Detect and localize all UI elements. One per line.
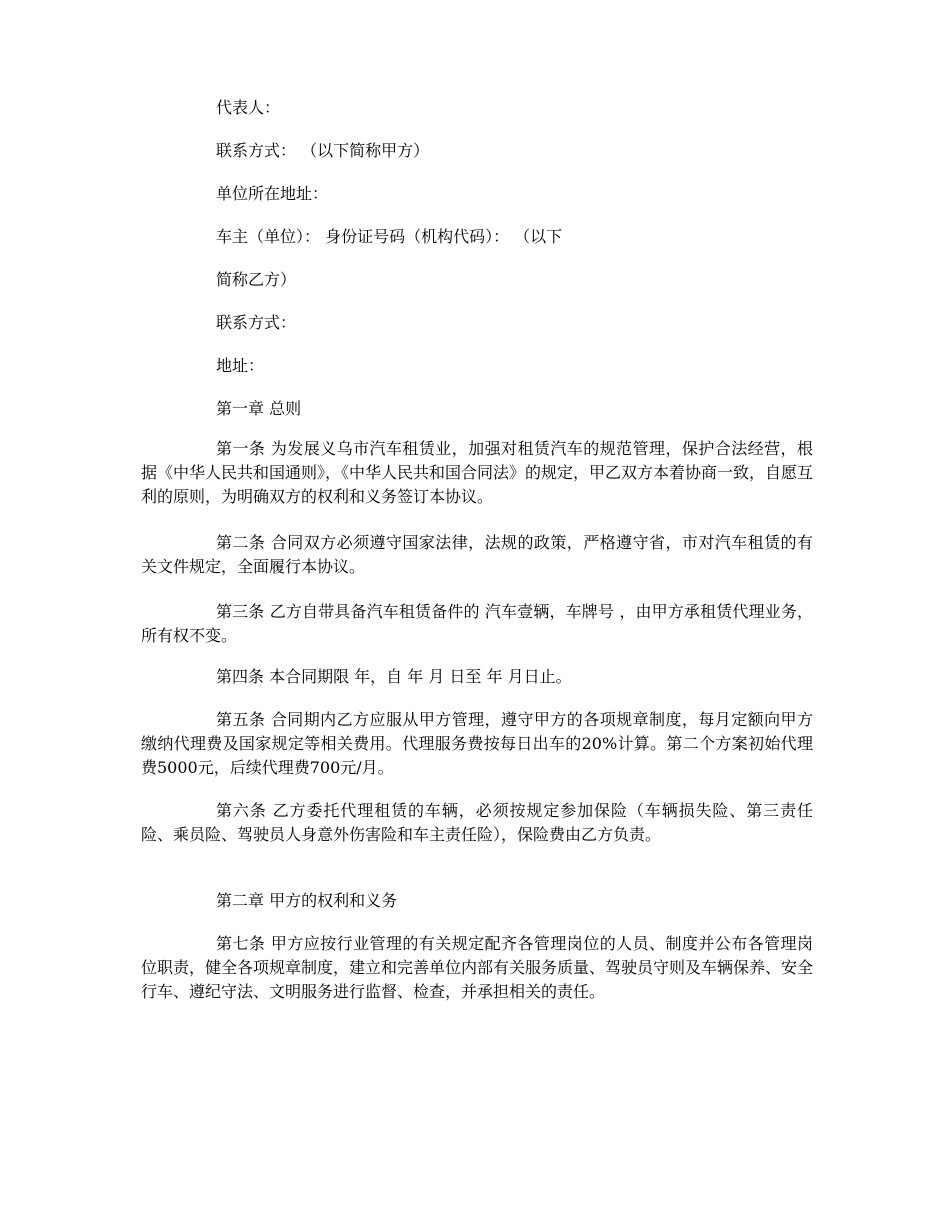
address-line-party-b: 地址：	[216, 356, 265, 375]
party-b-abbrev-line: 简称乙方）	[216, 270, 297, 289]
contact-line-party-b: 联系方式：	[216, 313, 297, 332]
article-6: 第六条 乙方委托代理租赁的车辆，必须按规定参加保险（车辆损失险、第三责任险、乘员险、驾驶员人身意外伤害险和车主责任险），保险费由乙方负责。	[141, 801, 813, 844]
chapter-1-heading: 第一章 总则	[216, 399, 302, 418]
address-line-party-a: 单位所在地址：	[216, 184, 329, 203]
article-1: 第一条 为发展义乌市汽车租赁业，加强对租赁汽车的规范管理，保护合法经营，根据《中华人民共和国通则》，《中华人民共和国合同法》的规定，甲乙双方本着协商一致，自愿互利的原则，为明确双方的权利和义务签订本协议。	[141, 439, 814, 506]
article-5: 第五条 合同期内乙方应服从甲方管理，遵守甲方的各项规章制度，每月定额向甲方缴纳代理费及国家规定等相关费用。代理服务费按每日出车的20%计算。第二个方案初始代理费5000元，后续代理费700元/月。	[141, 710, 813, 777]
contact-line-party-a: 联系方式： （以下简称甲方）	[216, 141, 430, 160]
representative-line: 代表人：	[216, 98, 281, 117]
chapter-2-heading: 第二章 甲方的权利和义务	[216, 891, 398, 910]
article-3: 第三条 乙方自带具备汽车租赁备件的 汽车壹辆，车牌号 ，由甲方承租赁代理业务，所有权不变。	[141, 602, 813, 645]
article-7: 第七条 甲方应按行业管理的有关规定配齐各管理岗位的人员、制度并公布各管理岗位职责，健全各项规章制度，建立和完善单位内部有关服务质量、驾驶员守则及车辆保养、安全行车、遵纪守法、文明服务进行监督、检查，并承担相关的责任。	[141, 934, 814, 1001]
owner-line: 车主（单位）： 身份证号码（机构代码）： （以下	[216, 227, 563, 246]
article-2: 第二条 合同双方必须遵守国家法律，法规的政策，严格遵守省，市对汽车租赁的有关文件规定，全面履行本协议。	[141, 533, 813, 576]
article-4: 第四条 本合同期限 年，自 年 月 日至 年 月日止。	[216, 667, 572, 686]
